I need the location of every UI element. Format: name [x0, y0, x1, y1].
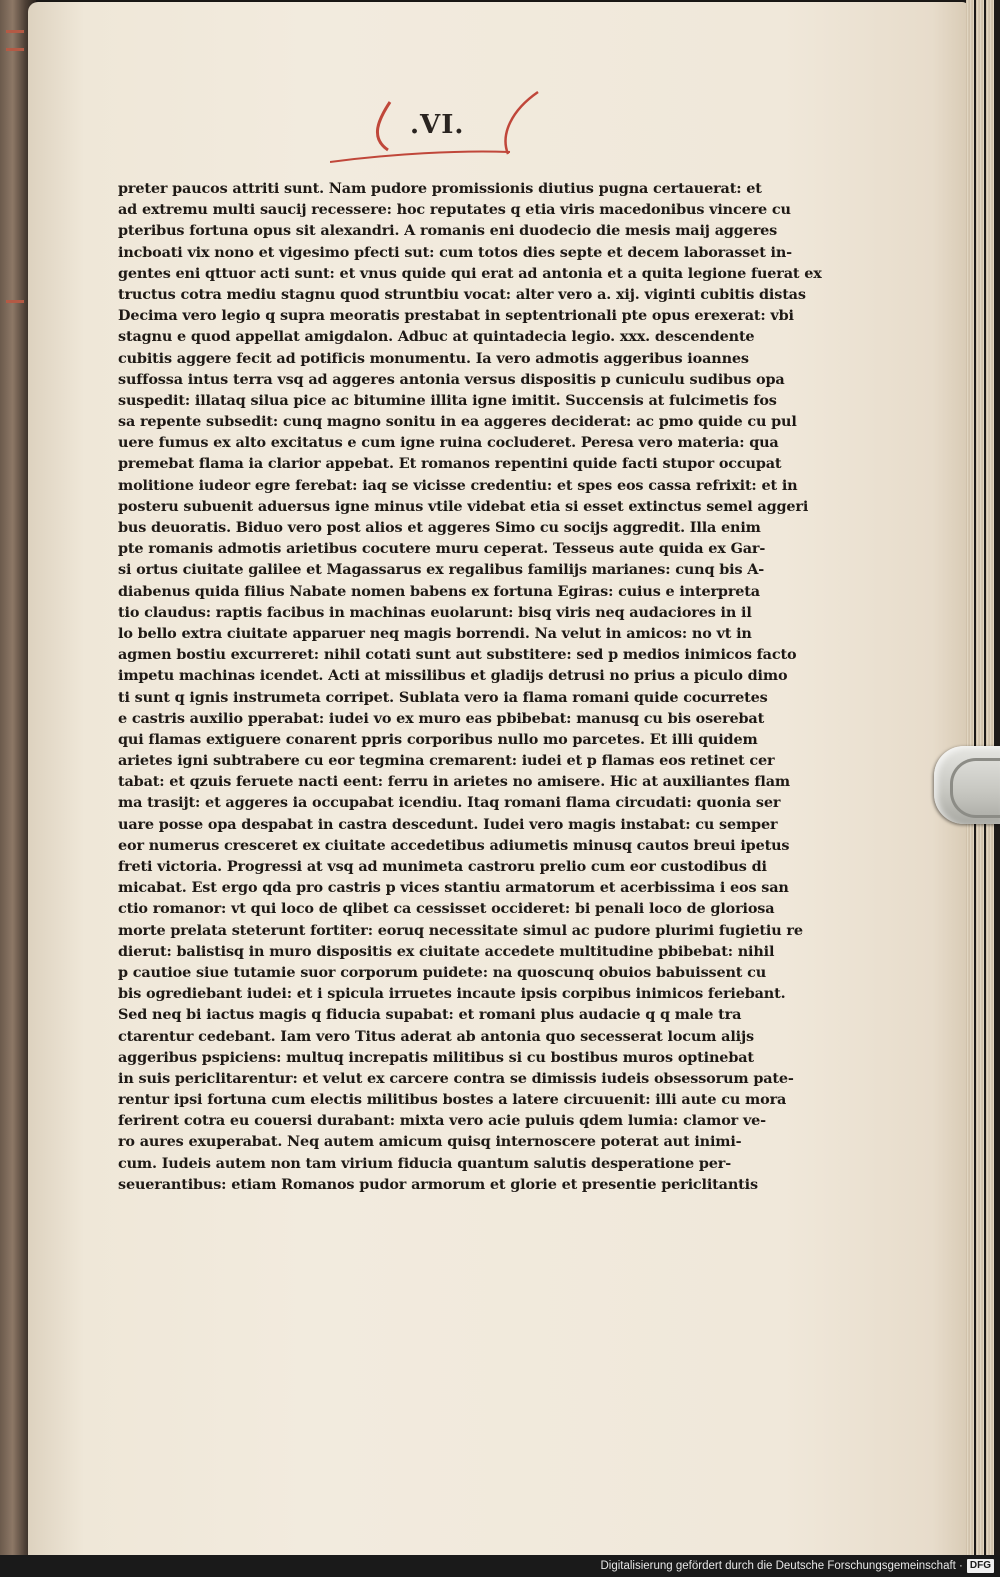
page-text: [118, 178, 930, 1195]
text-line: preter paucos attriti sunt. Nam pudore promissionis diutius pugna certauerat: et: [118, 180, 762, 197]
text-line: tructus cotra mediu stagnu quod struntbiu vocat: alter vero a. xij. viginti cubitis distas: [118, 285, 806, 303]
text-line: stagnu e quod appellat amigdalon. Adbuc at quintadecia legio. xxx. descendente: [118, 328, 755, 346]
text-line: e castris auxilio pperabat: iudei vo ex muro eas pbibebat: manusq cu bis oserebat: [118, 709, 765, 727]
text-line: sa repente subsedit: cunq magno sonitu in ea aggeres deciderat: ac pmo quide cu pul: [118, 413, 797, 431]
text-line: p cautioe siue tutamie suor corporum puidete: na quoscunq obuios babuissent cu: [118, 963, 767, 981]
text-line: pteribus fortuna opus sit alexandri. A romanis eni duodecio die mesis maij aggeres: [118, 222, 778, 240]
digitization-footer: [0, 1555, 1000, 1577]
text-line: agmen bostiu excurreret: nihil cotati sunt aut substitere: sed p medios inimicos facto: [118, 646, 797, 664]
text-line: pte romanis admotis arietibus cocutere muru ceperat. Tesseus aute quida ex Gar-: [118, 540, 766, 558]
text-line: micabat. Est ergo qda pro castris p vices stantiu armatorum et acerbissima i eos san: [118, 879, 789, 897]
text-line: diabenus quida filius Nabate nomen babens ex fortuna Egiras: cuius e interpreta: [118, 582, 760, 600]
text-line: ctio romanor: vt qui loco de qlibet ca cessisset occideret: bi penali loco de gloriosa: [118, 900, 775, 918]
text-line: uere fumus ex alto excitatus e cum igne ruina cocluderet. Peresa vero materia: qua: [118, 434, 779, 452]
text-line: gentes eni qttuor acti sunt: et vnus quide qui erat ad antonia et a quita legione fuerat ex: [118, 264, 822, 282]
text-line: dierut: balistisq in muro dispositis ex ciuitate accedete multitudine pbibebat: nihil: [118, 942, 775, 960]
text-line: premebat flama ia clarior appebat. Et romanos repentini quide facti stupor occupat: [118, 455, 782, 473]
text-line: tio claudus: raptis facibus in machinas euolarunt: bisq viris neq audaciores in il: [118, 603, 752, 621]
text-line: si ortus ciuitate galilee et Magassarus ex regalibus familijs marianes: cunq bis A-: [118, 561, 765, 579]
text-line: ctarentur cedebant. Iam vero Titus aderat ab antonia quo secesserat locum alijs: [118, 1027, 754, 1045]
text-line: ad extremu multi saucij recessere: hoc reputates q etia viris macedonibus vincere cu: [118, 201, 791, 219]
text-line: seuerantibus: etiam Romanos pudor armorum et glorie et presentie periclitantis: [118, 1175, 758, 1193]
text-line: morte prelata steterunt fortiter: eoruq necessitate simul ac pudore plurimi fugietiu re: [118, 921, 803, 939]
text-line: qui flamas extiguere conarent ppris corporibus nullo mo parcetes. Et illi quidem: [118, 730, 758, 748]
text-line: uare posse opa despabat in castra descedunt. Iudei vero magis instabat: cu semper: [118, 815, 778, 833]
text-line: suffossa intus terra vsq ad aggeres antonia versus dispositis p cuniculu sudibus opa: [118, 370, 785, 388]
text-line: tabat: et qzuis feruete nacti eent: ferru in arietes no amisere. Hic at auxiliantes flam: [118, 773, 790, 791]
text-line: cum. Iudeis autem non tam virium fiducia quantum salutis desperatione per-: [118, 1154, 732, 1172]
dfg-logo: DFG: [967, 1559, 994, 1573]
text-line: impetu machinas icendet. Acti at missilibus et gladijs detrusi no prius a piculo dimo: [118, 667, 788, 685]
text-line: suspedit: illataq silua pice ac bitumine illita igne imitit. Succensis at fulcimetis fos: [118, 391, 777, 409]
text-line: rentur ipsi fortuna cum electis militibus bostes a latere circuuenit: illi aute cu mora: [118, 1091, 787, 1109]
funding-notice: Digitalisierung gefördert durch die Deutsche Forschungsgemeinschaft ·: [600, 1560, 963, 1572]
text-line: in suis periclitarentur: et velut ex carcere contra se dimissis iudeis obsessorum pate-: [118, 1069, 794, 1087]
text-line: ma trasijt: et aggeres ia occupabat icendiu. Itaq romani flama circudati: quonia ser: [118, 794, 781, 812]
text-line: ro aures exuperabat. Neq autem amicum quisq internoscere poterat aut inimi-: [118, 1133, 742, 1151]
text-line: incboati vix nono et vigesimo pfecti sut: cum totos dies septe et decem laborasset in-: [118, 243, 793, 261]
text-line: posteru subuenit aduersus igne minus vtile videbat etia si esset extinctus semel aggeri: [118, 497, 809, 515]
page-clip: [934, 746, 1000, 824]
text-line: aggeribus pspiciens: multuq increpatis militibus si cu bostibus muros optinebat: [118, 1048, 754, 1066]
text-line: Sed neq bi iactus magis q fiducia supabat: et romani plus audacie q q male tra: [118, 1006, 742, 1024]
text-line: Decima vero legio q supra meoratis prestabat in septentrionali pte opus erexerat: vbi: [118, 307, 794, 325]
text-line: bis ogrediebant iudei: et i spicula irruetes incaute ipsis corpibus inimicos feriebant.: [118, 985, 786, 1003]
folio-number: .VI.: [410, 110, 465, 140]
text-line: freti victoria. Progressi at vsq ad munimeta castroru prelio cum eor custodibus di: [118, 858, 767, 875]
text-line: lo bello extra ciuitate apparuer neq magis borrendi. Na velut in amicos: no vt in: [118, 624, 752, 642]
text-line: ferirent cotra eu couersi durabant: mixta vero acie puluis qdem lumia: clamor ve-: [118, 1112, 767, 1130]
text-line: ti sunt q ignis instrumeta corripet. Sublata vero ia flama romani quide cocurretes: [118, 688, 768, 706]
text-line: molitione iudeor egre ferebat: iaq se vicisse credentiu: et spes eos cassa refrixit: et in: [118, 476, 798, 494]
text-line: eor numerus cresceret ex ciuitate accedetibus adiumetis minusq cautos breui ipetus: [118, 836, 790, 854]
text-line: cubitis aggere fecit ad potificis monumentu. Ia vero admotis aggeribus ioannes: [118, 349, 749, 367]
text-line: bus deuoratis. Biduo vero post alios et aggeres Simo cu socijs aggredit. Illa enim: [118, 519, 761, 536]
text-line: arietes igni subtrabere cu eor tegmina cremarent: iudei et p flamas eos retinet cer: [118, 752, 775, 770]
